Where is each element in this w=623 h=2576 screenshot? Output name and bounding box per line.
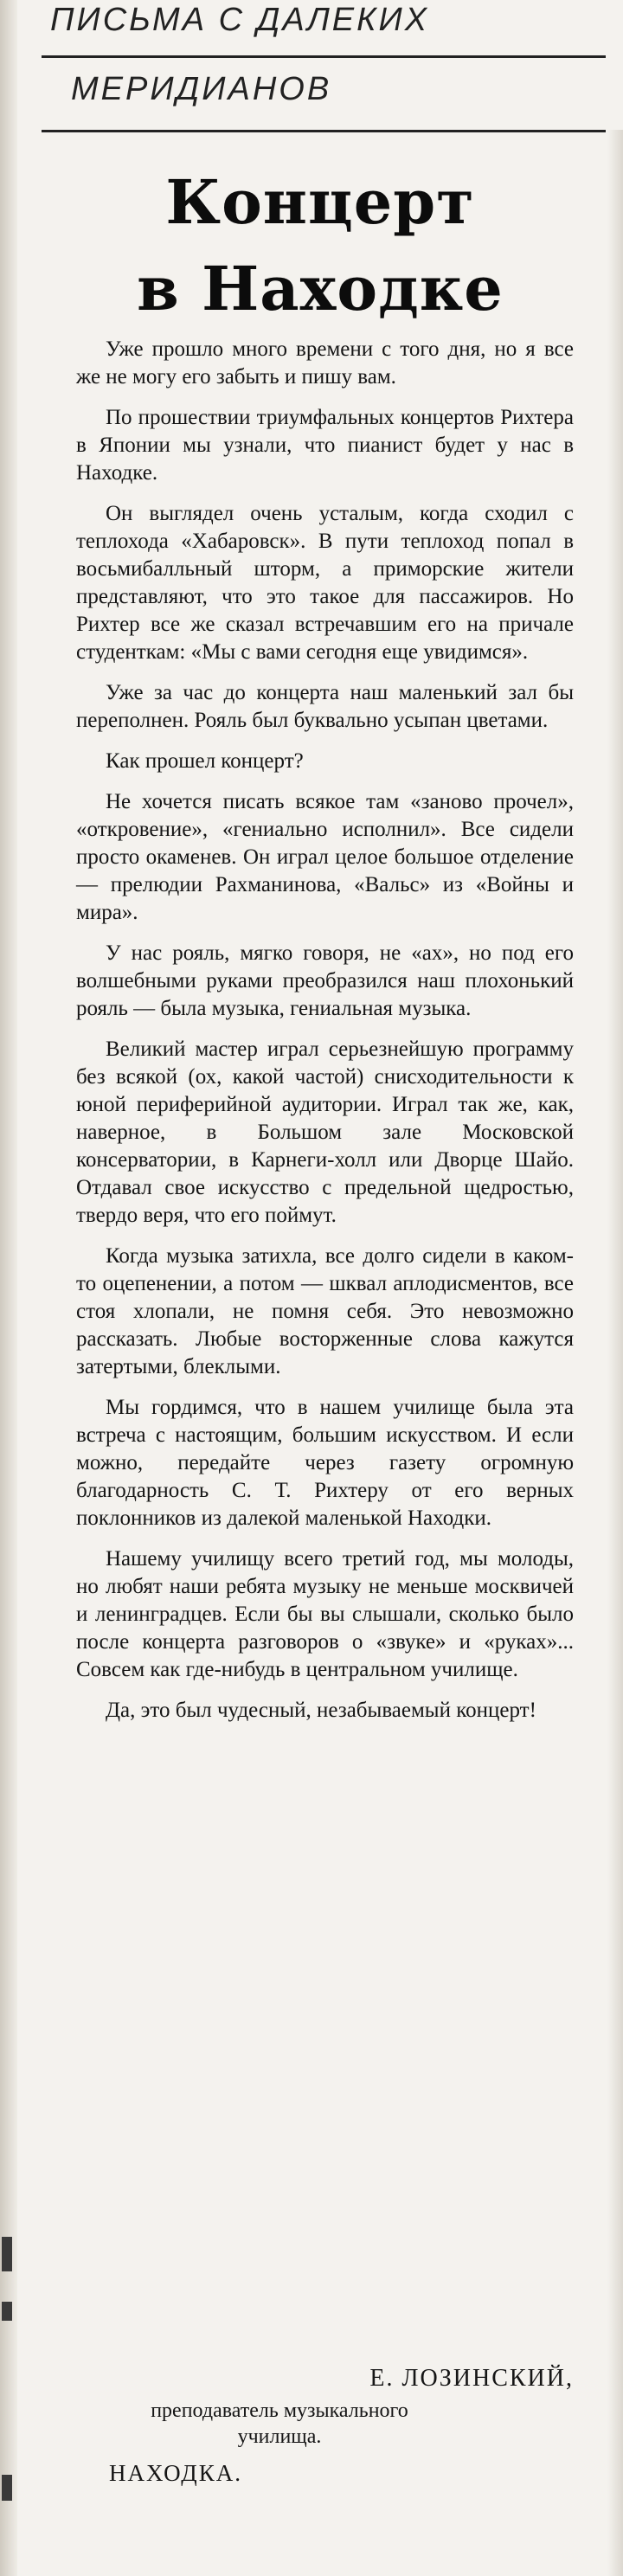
edge-mark [2, 2237, 12, 2271]
paragraph: Да, это был чудесный, незабываемый концерт! [106, 1699, 536, 1722]
author-name: Е. ЛОЗИНСКИЙ, [369, 2365, 574, 2392]
paragraph: Мы гордимся, что в нашем училище была эта встреча с настоящим, большим искусством. И если можно, передайте через газету огромную благодарность С. Т. Рихтеру от его верных поклонников из далекой маленькой Находки. [76, 1396, 574, 1530]
paragraph: Уже прошло много времени с того дня, но я все же не могу его забыть и пишу вам. [76, 337, 574, 389]
paragraph: Уже за час до концерта наш маленький зал бы переполнен. Рояль был буквально усыпан цветами. [76, 681, 574, 732]
dateline-city: НАХОДКА. [109, 2460, 242, 2486]
adjacent-column-bleed [607, 130, 623, 2576]
paragraph: Он выглядел очень усталым, когда сходил с теплохода «Хабаровск». В пути теплоход попал в восьмибалльный шторм, а приморские жители представляют, что это такое для пассажиров. Но Рихтер все же сказал встречавшим его на причале студенткам: «Мы с вами сегодня еще увидимся». [76, 502, 574, 664]
headline-line-1: Концерт [165, 166, 475, 238]
paragraph: Нашему училищу всего третий год, мы молоды, но любят наши ребята музыку не меньше москвичей и ленинградцев. Если бы вы слышали, сколько было после концерта разговоров о «звуке» и «руках»... Совсем как где-нибудь в центральном училище. [76, 1547, 574, 1681]
paragraph: Не хочется писать всякое там «заново прочел», «откровение», «гениально исполнил». Все сидели просто окаменев. Он играл целое большое отделение — прелюдии Рахманинова, «Вальс» из «Войны и мира». [76, 790, 574, 924]
headline-line-2: в Находке [137, 253, 504, 324]
paragraph: По прошествии триумфальных концертов Рихтера в Японии мы узнали, что пианист будет у нас в Находке. [76, 406, 574, 485]
author-role: преподаватель музыкального училища. [151, 2399, 408, 2448]
edge-mark [2, 2302, 12, 2321]
rubric-line-2: МЕРИДИАНОВ [71, 71, 332, 107]
signature-block [76, 2365, 574, 2487]
rubric-line-1: ПИСЬМА С ДАЛЕКИХ [50, 2, 430, 38]
paragraph: Как прошел концерт? [106, 749, 304, 773]
rubric-divider [42, 55, 606, 58]
edge-mark [2, 2475, 12, 2501]
paragraph: У нас рояль, мягко говоря, не «ах», но под его волшебными руками преобразился наш плохонький рояль — была музыка, гениальная музыка. [76, 941, 574, 1020]
paragraph: Когда музыка затихла, все долго сидели в каком-то оцепенении, а потом — шквал аплодисментов, все стоя хлопали, не помня себя. Это невозможно рассказать. Любые восторженные слова кажутся затертыми, блеклыми. [76, 1244, 574, 1378]
paragraph: Великий мастер играл серьезнейшую программу без всякой (ох, какой частой) снисходительности к юной периферийной аудитории. Играл так же, как, наверное, в Большом зале Московской консерватории, в Карнеги-холл или Дворце Шайо. Отдавал свое искусство с предельной щедростью, твердо веря, что его поймут. [76, 1037, 574, 1227]
rubric-divider [42, 130, 606, 132]
adjacent-column-edge [0, 0, 17, 2576]
article-body [76, 336, 574, 1738]
